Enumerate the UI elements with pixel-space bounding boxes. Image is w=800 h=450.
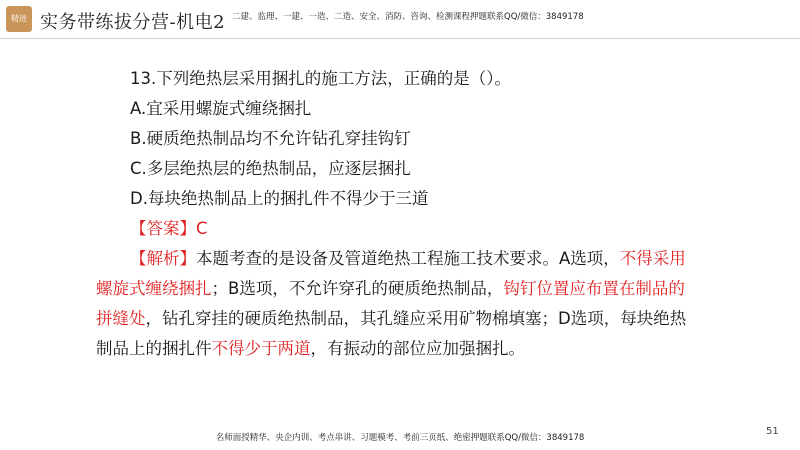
header-bar: [0, 0, 800, 40]
option-a: A.宜采用螺旋式缠绕捆扎: [130, 99, 312, 118]
question-stem: 13.下列绝热层采用捆扎的施工方法，正确的是（）。: [130, 69, 511, 88]
page-title: 实务带练拔分营-机电2: [40, 12, 226, 33]
header-notice: 二建、监理、一建、一造、二造、安全、消防、咨询、检测课程押题联系QQ/微信：3849178: [232, 12, 584, 22]
brand-logo: 精进: [6, 6, 32, 32]
analysis-highlight-2: 钩钉位置应布置在制品的拼缝处: [96, 279, 685, 328]
option-c: C.多层绝热层的绝热制品，应逐层捆扎: [130, 159, 411, 178]
analysis-text-4: ，有振动的部位应加强捆扎。: [310, 339, 525, 358]
page-number: 51: [766, 426, 779, 437]
analysis-text-3: ，钻孔穿挂的硬质绝热制品，其孔缝应采用矿物棉填塞；D选项，每块绝热制品上的捆扎件: [96, 309, 687, 358]
analysis-text-1: 本题考查的是设备及管道绝热工程施工技术要求。A选项，: [196, 249, 620, 268]
answer-value: C: [196, 219, 208, 238]
option-b: B.硬质绝热制品均不允许钻孔穿挂钩钉: [130, 129, 411, 148]
analysis-text-2: ；B选项，不允许穿孔的硬质绝热制品，: [211, 279, 504, 298]
analysis-paragraph: [96, 244, 696, 364]
analysis-label: 【解析】: [130, 249, 196, 268]
answer-label: 【答案】: [130, 219, 196, 238]
option-d: D.每块绝热制品上的捆扎件不得少于三道: [130, 189, 429, 208]
analysis-highlight-1: 不得采用螺旋式缠绕捆扎: [96, 249, 686, 298]
slide-content: [96, 64, 696, 364]
header-divider: [0, 38, 800, 39]
analysis-highlight-3: 不得少于两道: [211, 339, 311, 358]
footer-notice: 名师面授精华、央企内训、考点串讲、习题模考、考前三页纸、绝密押题联系QQ/微信：3849178: [215, 433, 585, 443]
answer-line: [96, 214, 696, 244]
